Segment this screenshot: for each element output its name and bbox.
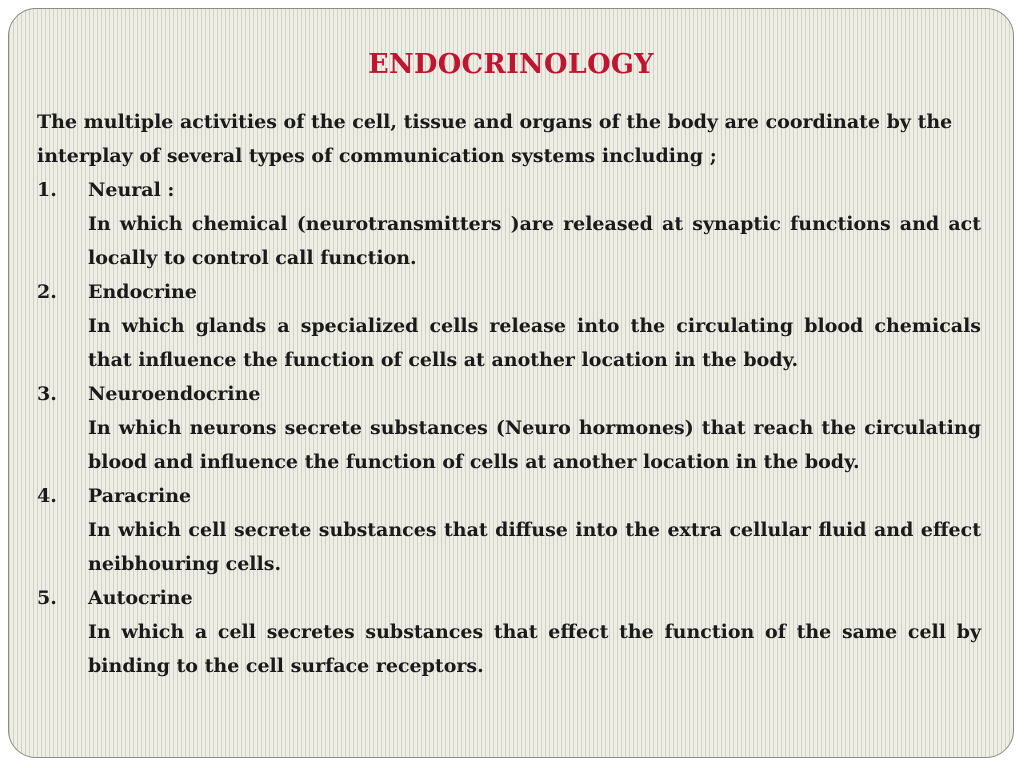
intro-paragraph: The multiple activities of the cell, tissue and organs of the body are coordinate by the interplay of several types of communication systems including ;	[37, 111, 953, 167]
item-description: In which chemical (neurotransmitters )are released at synaptic functions and act locally to control call function.	[88, 213, 981, 269]
list-item-endocrine	[37, 275, 981, 377]
list-item-paracrine	[37, 479, 981, 581]
item-description: In which neurons secrete substances (Neuro hormones) that reach the circulating blood and influence the function of cells at another location in the body.	[88, 417, 981, 473]
item-description: In which glands a specialized cells release into the circulating blood chemicals that influence the function of cells at another location in the body.	[88, 315, 981, 371]
item-name: Endocrine	[88, 281, 197, 303]
item-number: 4.	[37, 485, 57, 507]
slide-title: ENDOCRINOLOGY	[368, 49, 654, 80]
item-number: 1.	[37, 179, 57, 201]
item-number: 3.	[37, 383, 57, 405]
item-description: In which a cell secretes substances that effect the function of the same cell by binding to the cell surface receptors.	[88, 621, 981, 677]
item-number: 5.	[37, 587, 57, 609]
item-name: Neuroendocrine	[88, 383, 261, 405]
item-name: Autocrine	[88, 587, 193, 609]
item-description: In which cell secrete substances that diffuse into the extra cellular fluid and effect neibhouring cells.	[88, 519, 981, 575]
slide	[8, 8, 1014, 758]
slide-content	[37, 105, 981, 683]
list-item-neuroendocrine	[37, 377, 981, 479]
list-item-autocrine	[37, 581, 981, 683]
item-name: Paracrine	[88, 485, 192, 507]
item-name: Neural :	[88, 179, 175, 201]
item-number: 2.	[37, 281, 57, 303]
list-item-neural	[37, 173, 981, 275]
